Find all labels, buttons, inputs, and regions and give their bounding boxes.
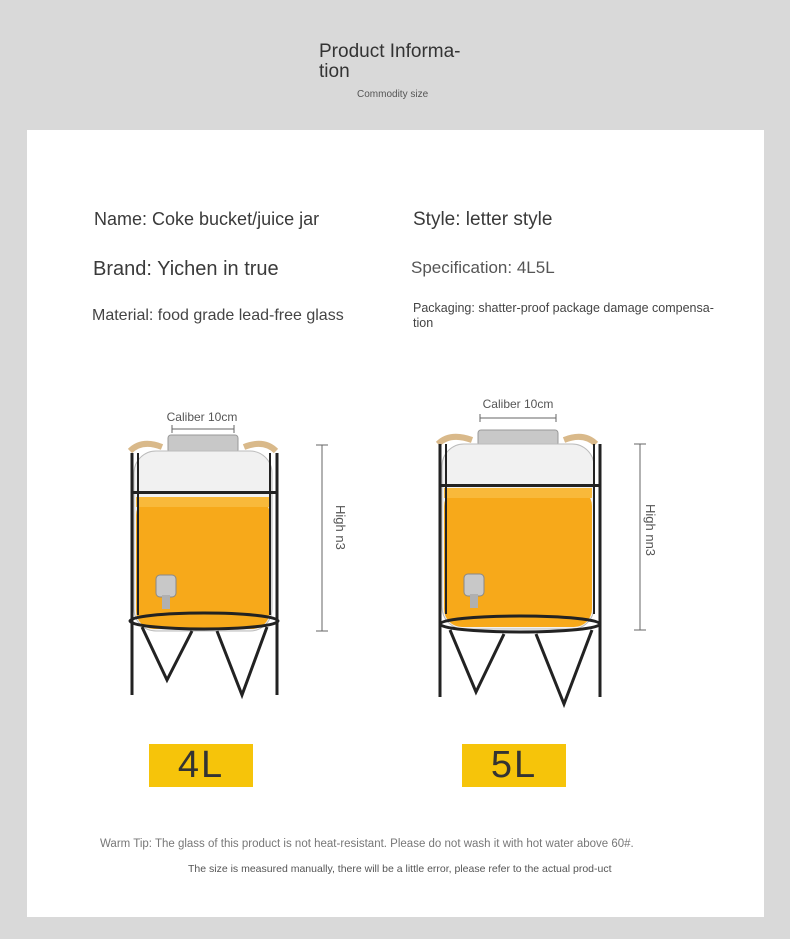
size-badge-4l: 4L	[149, 744, 253, 787]
size-badge-5l: 5L	[462, 744, 566, 787]
warm-tip-text: Warm Tip: The glass of this product is not heat-resistant. Please do not wash it with hot water above 60#.	[100, 838, 634, 850]
caliber-label: Caliber 10cm	[482, 397, 554, 411]
height-label: High n3	[333, 505, 348, 550]
spec-style: Style: letter style	[413, 209, 553, 230]
dispenser-image-5l	[432, 392, 658, 725]
spec-brand: Brand: Yichen in true	[93, 258, 279, 280]
page-title: Product Informa-tion	[319, 41, 461, 82]
height-label: High nn3	[643, 504, 658, 557]
spec-name: Name: Coke bucket/juice jar	[94, 209, 320, 229]
product-info-card	[27, 130, 764, 917]
spec-material: Material: food grade lead-free glass	[92, 307, 344, 324]
caliber-label: Caliber 10cm	[166, 410, 238, 424]
dispenser-image-4l	[122, 405, 348, 725]
spec-specification: Specification: 4L5L	[411, 258, 555, 277]
measurement-note: The size is measured manually, there will be a little error, please refer to the actual prod-uct	[188, 863, 612, 875]
page-subtitle: Commodity size	[357, 89, 429, 100]
spec-packaging: Packaging: shatter-proof package damage compensa-tion	[413, 301, 714, 330]
